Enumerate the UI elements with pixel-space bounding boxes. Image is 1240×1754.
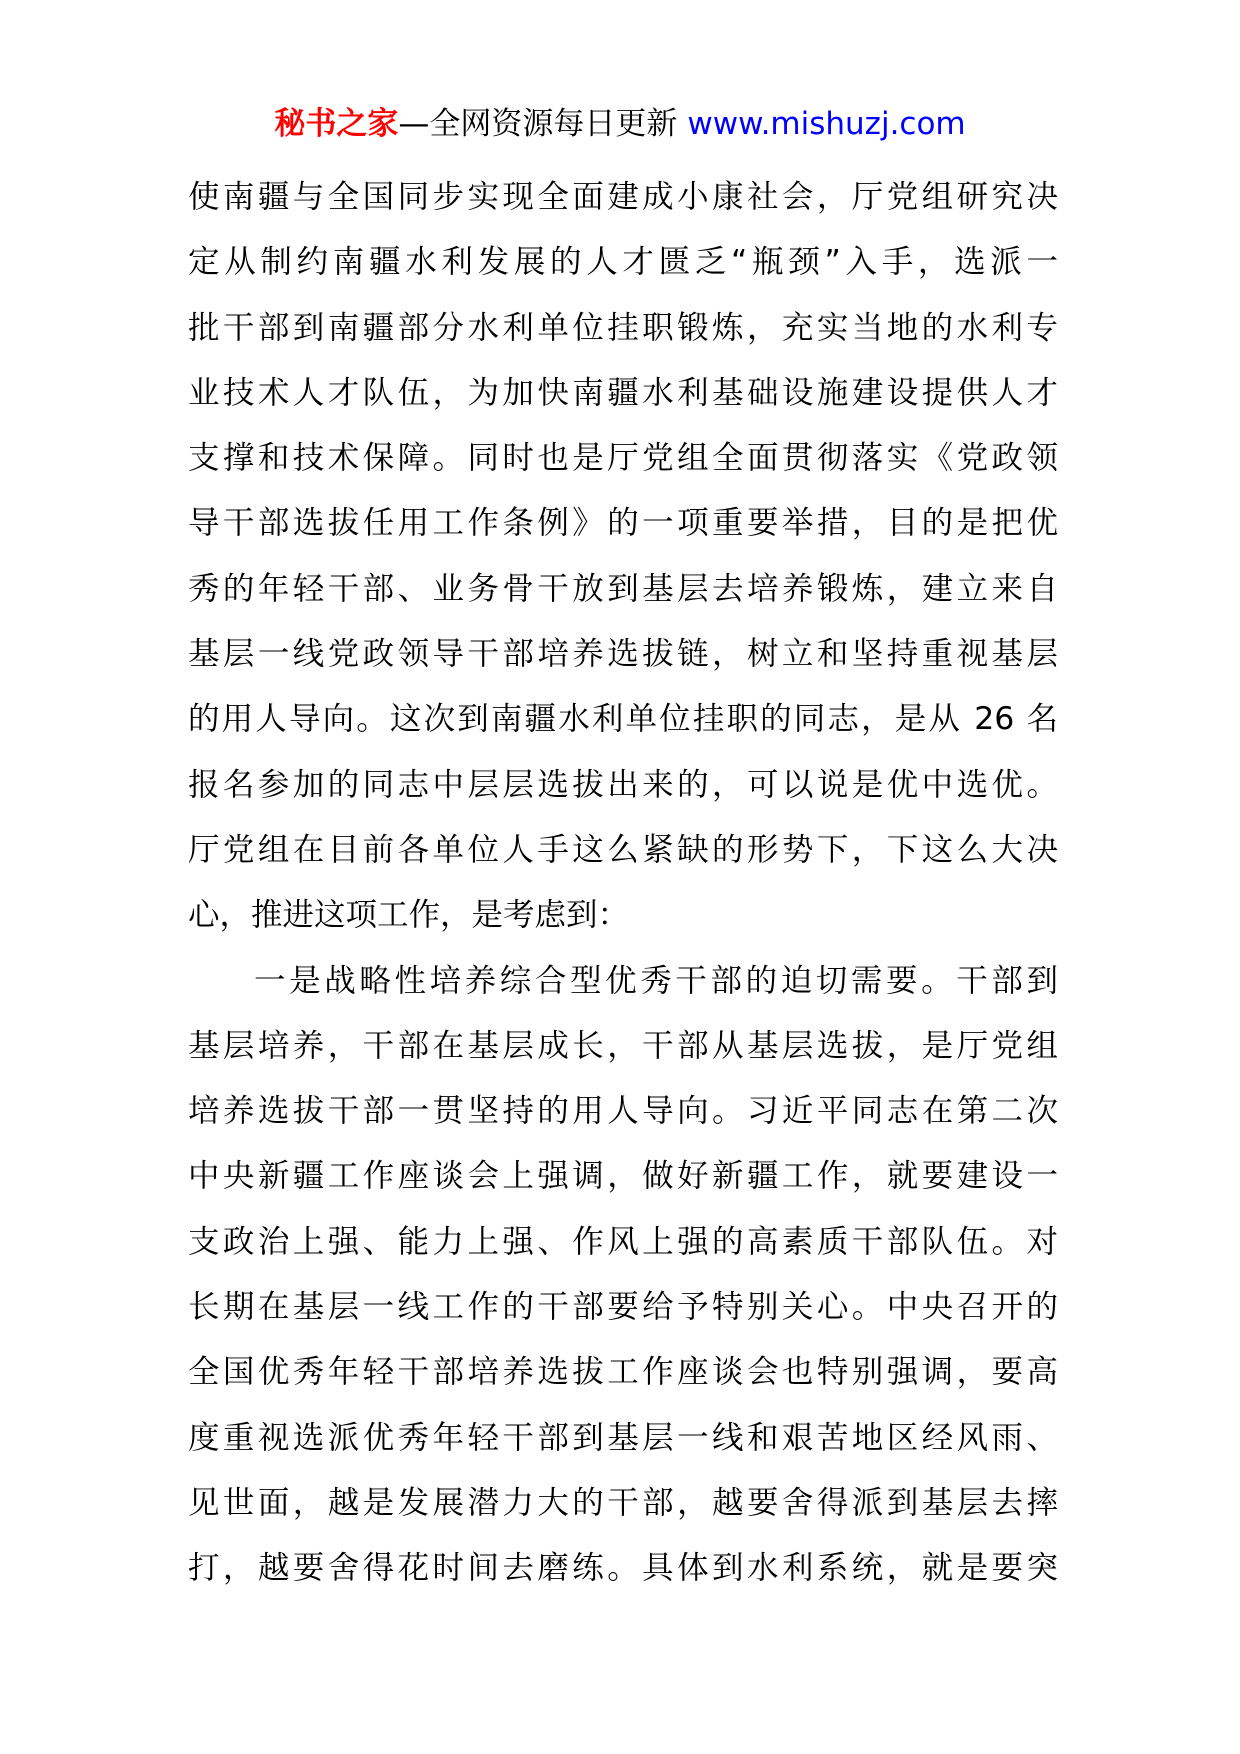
text-line: 支撑和技术保障。同时也是厅党组全面贯彻落实《党政领 (188, 440, 1058, 477)
paragraph (188, 949, 1058, 1602)
text-line: 导干部选拔任用工作条例》的一项重要举措，目的是把优 (188, 505, 1058, 542)
text-line: 批干部到南疆部分水利单位挂职锻炼，充实当地的水利专 (188, 309, 1058, 346)
text-line: 全国优秀年轻干部培养选拔工作座谈会也特别强调，要高 (188, 1354, 1058, 1391)
text-line: 培养选拔干部一贯坚持的用人导向。习近平同志在第二次 (188, 1093, 1058, 1130)
text-line: 一是战略性培养综合型优秀干部的迫切需要。干部到 (254, 962, 1058, 999)
page-header (0, 100, 1240, 148)
text-line: 心，推进这项工作，是考虑到： (188, 897, 630, 934)
text-line: 见世面，越是发展潜力大的干部，越要舍得派到基层去摔 (188, 1484, 1058, 1521)
document-body (188, 165, 1058, 1602)
text-line: 打，越要舍得花时间去磨练。具体到水利系统，就是要突 (188, 1550, 1058, 1587)
text-line: 长期在基层一线工作的干部要给予特别关心。中央召开的 (188, 1289, 1058, 1326)
paragraph (188, 165, 1058, 949)
site-brand: 秘书之家 (274, 106, 399, 142)
text-line: 基层培养，干部在基层成长，干部从基层选拔，是厅党组 (188, 1027, 1058, 1064)
text-line: 度重视选派优秀年轻干部到基层一线和艰苦地区经风雨、 (188, 1419, 1058, 1456)
text-line: 厅党组在目前各单位人手这么紧缺的形势下，下这么大决 (188, 831, 1058, 868)
text-line: 业技术人才队伍，为加快南疆水利基础设施建设提供人才 (188, 374, 1058, 411)
text-line: 秀的年轻干部、业务骨干放到基层去培养锻炼，建立来自 (188, 570, 1058, 607)
text-line: 定从制约南疆水利发展的人才匮乏“瓶颈”入手，选派一 (188, 244, 1058, 281)
site-slogan: —全网资源每日更新 (398, 106, 678, 142)
text-line: 支政治上强、能力上强、作风上强的高素质干部队伍。对 (188, 1223, 1058, 1260)
text-line: 使南疆与全国同步实现全面建成小康社会，厅党组研究决 (188, 179, 1058, 215)
text-line: 的用人导向。这次到南疆水利单位挂职的同志，是从 26 名 (188, 701, 1058, 738)
site-url-link[interactable]: www.mishuzj.com (687, 106, 966, 142)
text-line: 报名参加的同志中层层选拔出来的，可以说是优中选优。 (188, 766, 1058, 803)
text-line: 中央新疆工作座谈会上强调，做好新疆工作，就要建设一 (188, 1158, 1058, 1195)
text-line: 基层一线党政领导干部培养选拔链，树立和坚持重视基层 (188, 636, 1058, 673)
